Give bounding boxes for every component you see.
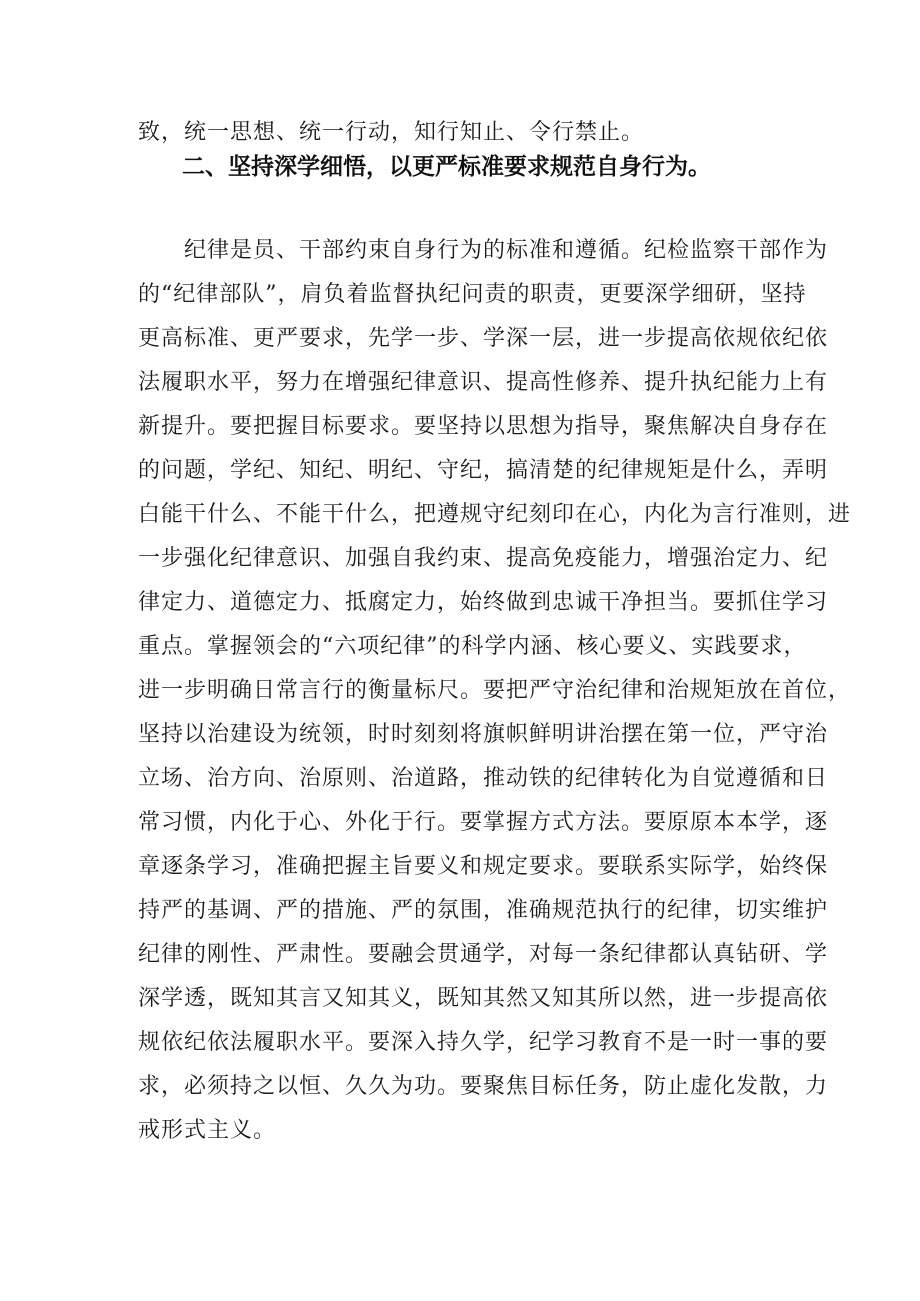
paragraph-line: 的问题，学纪、知纪、明纪、守纪，搞清楚的纪律规矩是什么，弄明 — [138, 458, 829, 483]
paragraph-line: 重点。掌握领会的“六项纪律”的科学内涵、核心要义、实践要求， — [138, 634, 807, 659]
paragraph-line: 规依纪依法履职水平。要深入持久学，纪学习教育不是一时一事的要 — [138, 1030, 829, 1055]
paragraph-line: 求，必须持之以恒、久久为功。要聚焦目标任务，防止虚化发散，力 — [138, 1074, 829, 1099]
paragraph-line: 纪律是员、干部约束自身行为的标准和遵循。纪检监察干部作为 — [184, 238, 829, 263]
paragraph-line: 法履职水平，努力在增强纪律意识、提高性修养、提升执纪能力上有 — [138, 370, 829, 395]
paragraph-line: 进一步明确日常言行的衡量标尺。要把严守治纪律和治规矩放在首位， — [138, 678, 852, 703]
section-heading: 二、坚持深学细悟，以更严标准要求规范自身行为。 — [182, 154, 711, 180]
paragraph-line: 坚持以治建设为统领，时时刻刻将旗帜鲜明讲治摆在第一位，严守治 — [138, 722, 829, 747]
paragraph-line: 常习惯，内化于心、外化于行。要掌握方式方法。要原原本本学，逐 — [138, 810, 829, 835]
paragraph-line: 戒形式主义。 — [138, 1118, 277, 1143]
paragraph-line: 持严的基调、严的措施、严的氛围，准确规范执行的纪律，切实维护 — [138, 898, 829, 923]
paragraph-line: 深学透，既知其言又知其义，既知其然又知其所以然，进一步提高依 — [138, 986, 829, 1011]
paragraph-line: 章逐条学习，准确把握主旨要义和规定要求。要联系实际学，始终保 — [138, 854, 829, 879]
paragraph-line: 的“纪律部队”，肩负着监督执纪问责的职责，更要深学细研，坚持 — [138, 282, 807, 307]
paragraph-line: 律定力、道德定力、抵腐定力，始终做到忠诚干净担当。要抓住学习 — [138, 590, 829, 615]
carryover-line: 致，统一思想、统一行动，知行知止、令行禁止。 — [138, 120, 645, 145]
paragraph-line: 纪律的刚性、严肃性。要融会贯通学，对每一条纪律都认真钻研、学 — [138, 942, 829, 967]
paragraph-line: 一步强化纪律意识、加强自我约束、提高免疫能力，增强治定力、纪 — [138, 546, 829, 571]
paragraph-line: 立场、治方向、治原则、治道路，推动铁的纪律转化为自觉遵循和日 — [138, 766, 829, 791]
paragraph-line: 更高标准、更严要求，先学一步、学深一层，进一步提高依规依纪依 — [138, 326, 829, 351]
paragraph-line: 白能干什么、不能干什么，把遵规守纪刻印在心，内化为言行准则，进 — [138, 502, 852, 527]
paragraph-line: 新提升。要把握目标要求。要坚持以思想为指导，聚焦解决自身存在 — [138, 414, 829, 439]
